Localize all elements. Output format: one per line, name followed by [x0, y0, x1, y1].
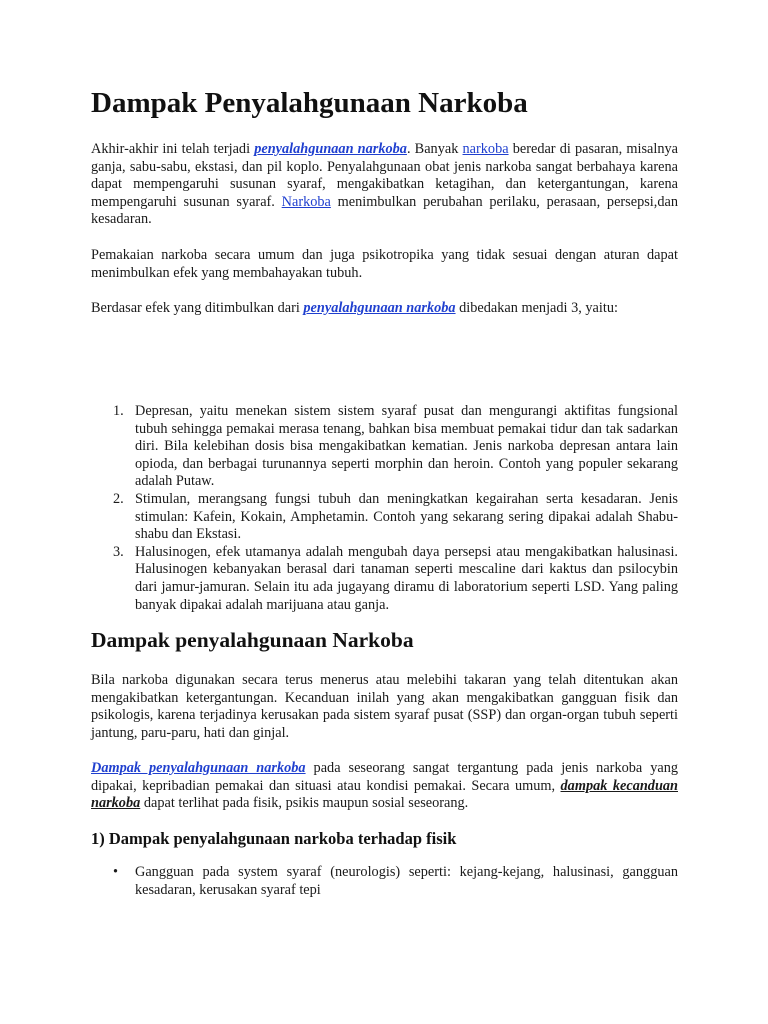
list-item-text: Halusinogen, efek utamanya adalah mengubah daya persepsi atau mengakibatkan halusinasi. Halusinogen kebanyakan berasal dari tanaman seperti mescaline dari kaktus dan psilocybin dari jamur-jamuran. Selain itu ada jugayang diramu di laboratorium seperti LSD. Yang paling banyak dipakai adalah marijuana atau ganja. [135, 543, 678, 613]
link-penyalahgunaan-narkoba[interactable]: penyalahgunaan narkoba [254, 141, 407, 157]
section-heading: Dampak penyalahgunaan Narkoba [91, 628, 414, 652]
list-item-text: Gangguan pada system syaraf (neurologis) seperti: kejang-kejang, halusinasi, gangguan kesadaran, kerusakan syaraf tepi [135, 864, 678, 898]
intro-text-4: menimbulkan perubahan perilaku, perasaan, persepsi,dan kesadaran. [91, 193, 678, 228]
emphasis-dampak-kecanduan: dampak kecanduan narkoba [91, 777, 678, 812]
link-dampak-penyalahgunaan-narkoba[interactable]: Dampak penyalahgunaan narkoba [91, 760, 306, 776]
list-item-text: Depresan, yaitu menekan sistem sistem syaraf pusat dan mengurangi aktifitas fungsional tubuh sehingga pemakai merasa tenang, bahkan bisa membuat pemakai tidur dan tak sadarkan diri. Bila kelebihan dosis bisa mengakibatkan kematian. Jenis narkoba depresan antara lain opioda, dan berbagai turunannya seperti morphin dan heroin. Contoh yang populer sekarang adalah Putaw. [135, 403, 678, 490]
list-item [113, 491, 678, 544]
list-item [113, 544, 678, 614]
list-item [113, 864, 678, 899]
link-penyalahgunaan-narkoba-2[interactable]: penyalahgunaan narkoba [303, 300, 456, 316]
berdasar-text-1: Berdasar efek yang ditimbulkan dari [91, 300, 304, 316]
page-title: Dampak Penyalahgunaan Narkoba [91, 87, 528, 119]
list-number: 2. [113, 490, 124, 507]
intro-paragraph [91, 141, 678, 229]
paragraph-pemakaian: Pemakaian narkoba secara umum dan juga psikotropika yang tidak sesuai dengan aturan dapat menimbulkan efek yang membahayakan tubuh. [91, 247, 678, 281]
intro-text-3: beredar di pasaran, misalnya ganja, sabu-sabu, ekstasi, dan pil koplo. Penyalahgunaan obat jenis narkoba sangat berbahaya karena dapat mempengaruhi susunan syaraf, mengakibatkan ketagihan, dan ketergantungan, karena mempengaruhi susunan syaraf. [91, 141, 678, 210]
list-number: 3. [113, 543, 124, 560]
bullet-icon: • [113, 864, 119, 880]
paragraph-dampak [91, 760, 678, 813]
list-item-text: Stimulan, merangsang fungsi tubuh dan meningkatkan kegairahan serta kesadaran. Jenis stimulan: Kafein, Kokain, Amphetamin. Contoh yang sekarang sering dipakai adalah Shabu-shabu dan Ekstasi. [135, 490, 678, 543]
subsection-heading: 1) Dampak penyalahgunaan narkoba terhadap fisik [91, 829, 457, 848]
dampak-text-2: dapat terlihat pada fisik, psikis maupun sosial seseorang. [140, 795, 469, 812]
list-item [113, 403, 678, 491]
dampak-text-1: pada seseorang sangat tergantung pada jenis narkoba yang dipakai, kepribadian pemakai dan situasi atau kondisi pemakai. Secara umum, [91, 760, 679, 794]
bullet-list [113, 864, 678, 899]
link-narkoba-2[interactable]: Narkoba [281, 193, 331, 210]
numbered-list [113, 403, 678, 614]
intro-text-1: Akhir-akhir ini telah terjadi [91, 141, 255, 157]
paragraph-bila-narkoba: Bila narkoba digunakan secara terus menerus atau melebihi takaran yang telah ditentukan akan mengakibatkan ketergantungan. Kecanduan inilah yang akan mengakibatkan gangguan fisik dan psikologis, karena terjadinya kerusakan pada sistem syaraf pusat (SSP) dan organ-organ tubuh seperti jantung, paru-paru, hati dan ginjal. [91, 672, 678, 741]
list-number: 1. [113, 403, 124, 419]
berdasar-text-2: dibedakan menjadi 3, yaitu: [455, 300, 618, 316]
intro-text-2: . Banyak [406, 141, 463, 157]
link-narkoba[interactable]: narkoba [462, 141, 509, 157]
paragraph-berdasar [91, 300, 678, 318]
